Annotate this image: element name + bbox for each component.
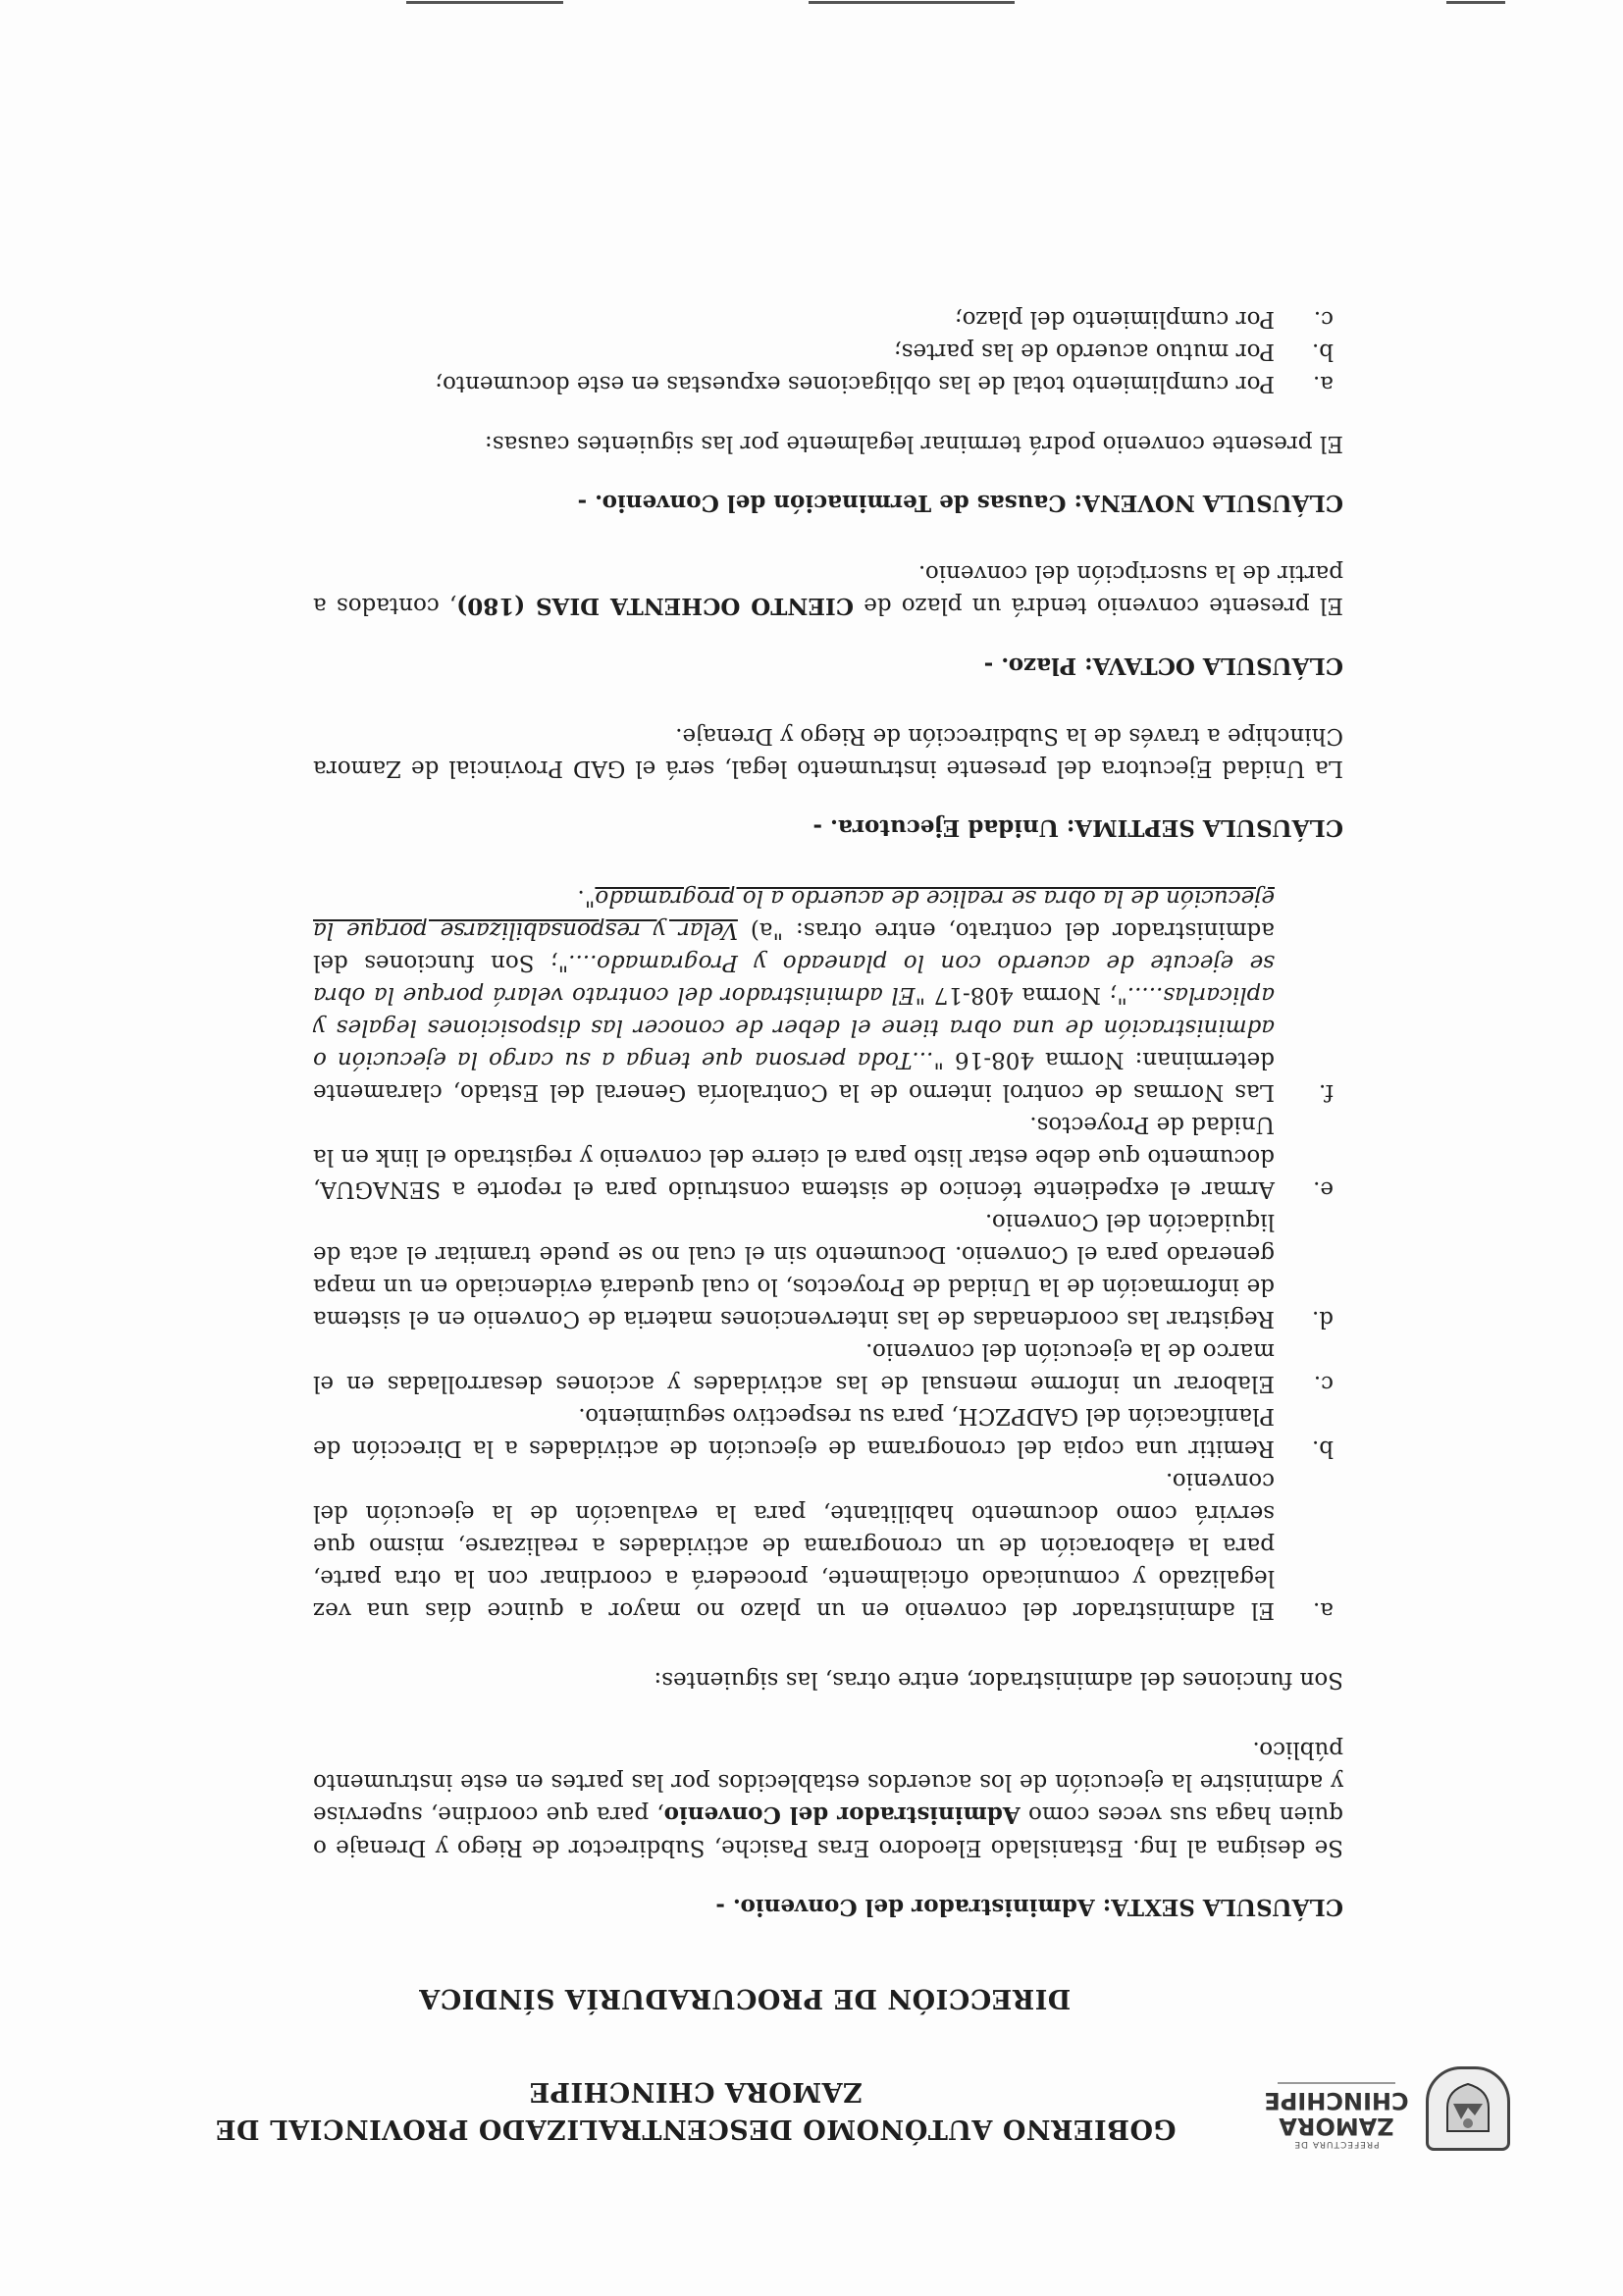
direction-title: DIRECCIÓN DE PROCURADURÍA SÍNDICA bbox=[418, 1983, 1072, 2013]
functions-intro: Son funciones del administrador, entre otras, las siguientes: bbox=[654, 1667, 1343, 1693]
scan-mark bbox=[406, 1, 563, 4]
clause-septima-paragraph: La Unidad Ejecutora del presente instrumento legal, será el GAD Provincial de Zamora Chinchipe a través de la Subdirección de Riego y Drenaje. bbox=[313, 723, 1343, 781]
list-item: c. Por cumplimiento del plazo; bbox=[954, 306, 1334, 332]
document-body bbox=[313, 302, 1343, 1923]
list-item: a. Por cumplimiento total de las obligaciones expuestas en este documento; bbox=[435, 371, 1334, 396]
logo-name-line-2: CHINCHIPE bbox=[1264, 2087, 1409, 2114]
government-title-line-2: ZAMORA CHINCHIPE bbox=[529, 2076, 863, 2107]
list-item: b. Remitir una copia del cronograma de ejecución de actividades a la Dirección de Planificación del GADPZCH, para su respectivo seguimiento. bbox=[313, 1403, 1334, 1461]
logo-divider bbox=[1278, 2082, 1395, 2084]
list-item-f: f. Las Normas de control interno de la Contraloría General del Estado, claramente determinan: Norma 408-16 "...Toda persona que tenga a su cargo la ejecución o administración de una obra tiene el deber de conocer las disposiciones legales y aplicarlas....."; Norma 408-17 "El administrador del contrato velará porque la obra se ejecute de acuerdo con lo planeado y Programado...."; Son funciones del administrador del contrato, entre otras: "a) Velar y responsabilizarse porque la ejecución de la obra se realice de acuerdo a lo programado". bbox=[312, 885, 1334, 1105]
list-item: c. Elaborar un informe mensual de las actividades y acciones desarrolladas en el marco de la ejecución del convenio. bbox=[313, 1338, 1334, 1396]
clause-sexta-paragraph: Se designa al Ing. Estanislado Eleodoro Eras Pasiche, Subdirector de Riego y Drenaje o quien haga sus veces como Administrador del Convenio, para que coordine, supervise y administre la ejecución de los acuerdos establecidos por las partes en este instrumento público. bbox=[312, 1737, 1343, 1860]
prefecture-logo bbox=[1426, 2066, 1510, 2151]
clause-sexta-heading: CLÁUSULA SEXTA: Administrador del Convenio. - bbox=[715, 1894, 1343, 1920]
list-item: a. El administrador del convenio en un plazo no mayor a quince días una vez legalizado y comunicado oficialmente, procederá a coordinar con la otra parte, para la elaboración de un cronograma de actividades a realizarse, mismo que servirá como documento habilitante, para la evaluación de la ejecución del convenio. bbox=[313, 1468, 1334, 1623]
clause-novena-intro: El presente convenio podrá terminar legalmente por las siguientes causas: bbox=[485, 431, 1343, 456]
government-title bbox=[117, 2072, 1275, 2147]
letterhead bbox=[117, 1983, 1510, 2151]
coat-of-arms-icon bbox=[1440, 2080, 1496, 2137]
clause-septima-heading: CLÁUSULA SEPTIMA: Unidad Ejecutora. - bbox=[812, 814, 1343, 841]
logo-text bbox=[1253, 2082, 1420, 2149]
scan-mark bbox=[1446, 1, 1505, 4]
list-item: d. Registrar las coordenadas de las intervenciones materia de Convenio en el sistema de información de la Unidad de Proyectos, lo cual quedará evidenciado en un mapa generado para el Convenio. Documento sin el cual no se puede tramitar el acta de liquidación del Convenio. bbox=[313, 1209, 1334, 1331]
list-item: b. Por mutuo acuerdo de las partes; bbox=[893, 339, 1334, 364]
government-title-line-1: GOBIERNO AUTÓNOMO DESCENTRALIZADO PROVINCIAL DE bbox=[215, 2113, 1177, 2144]
logo-name-line-1: ZAMORA bbox=[1279, 2113, 1394, 2140]
logo-subtitle: PREFECTURA DE bbox=[1293, 2139, 1380, 2149]
scan-mark bbox=[809, 1, 1015, 4]
functions-list bbox=[313, 881, 1343, 1626]
termination-causes-list bbox=[313, 302, 1343, 399]
clause-novena-heading: CLÁUSULA NOVENA: Causas de Terminación del Convenio. - bbox=[577, 490, 1343, 516]
clause-octava-heading: CLÁUSULA OCTAVA: Plazo. - bbox=[983, 652, 1343, 679]
clause-octava-paragraph: El presente convenio tendrá un plazo de CIENTO OCHENTA DIAS (180), contados a partir de la suscripción del convenio. bbox=[312, 560, 1343, 619]
list-item: e. Armar el expediente técnico de sistema construido para el reporte a SENAGUA, documento que debe estar listo para el cierre del convenio y registrado el link en la Unidad de Proyectos. bbox=[313, 1112, 1334, 1202]
